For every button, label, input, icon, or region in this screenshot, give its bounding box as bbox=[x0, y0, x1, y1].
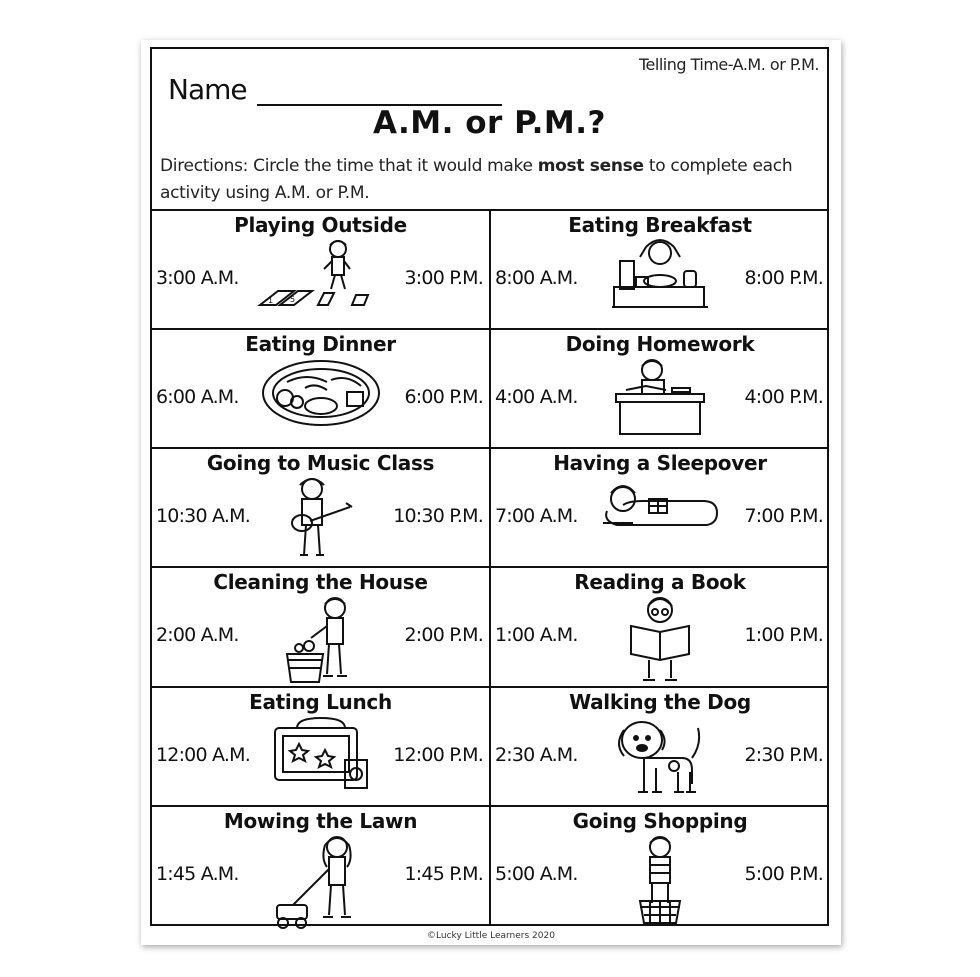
copyright-footer: ©Lucky Little Learners 2020 bbox=[427, 931, 555, 941]
activity-title: Eating Lunch bbox=[249, 689, 392, 714]
dog-icon bbox=[612, 716, 708, 806]
svg-text:1: 1 bbox=[267, 296, 273, 305]
am-time-option[interactable]: 6:00 A.M. bbox=[156, 386, 239, 409]
cleaning-boy-icon bbox=[281, 596, 361, 690]
activity-title: Going to Music Class bbox=[206, 451, 435, 476]
activity-title: Playing Outside bbox=[234, 213, 407, 237]
am-time-option[interactable]: 1:00 A.M. bbox=[495, 624, 578, 647]
directions bbox=[160, 153, 819, 207]
activity-title: Reading a Book bbox=[574, 570, 746, 595]
sleeping-bag-icon bbox=[599, 477, 721, 537]
activity-title: Mowing the Lawn bbox=[223, 808, 418, 833]
name-row bbox=[168, 73, 502, 106]
pm-time-option[interactable]: 8:00 P.M. bbox=[744, 267, 823, 289]
activity-title: Walking the Dog bbox=[569, 689, 751, 714]
worksheet-frame bbox=[150, 47, 829, 926]
activity-cell bbox=[491, 566, 829, 685]
activity-cell bbox=[152, 328, 491, 447]
dinner-plate-icon bbox=[261, 358, 381, 432]
name-label: Name bbox=[168, 73, 247, 106]
worksheet-topic: Telling Time-A.M. or P.M. bbox=[638, 55, 819, 74]
hopscotch-girl-icon bbox=[256, 239, 386, 313]
activity-cell bbox=[152, 209, 491, 328]
directions-emphasis: most sense bbox=[537, 156, 644, 176]
guitar-boy-icon bbox=[286, 477, 356, 573]
am-time-option[interactable]: 5:00 A.M. bbox=[495, 862, 578, 885]
directions-text-2: to complete each activity using A.M. or P.M. bbox=[160, 156, 793, 203]
pm-time-option[interactable]: 2:00 P.M. bbox=[404, 624, 483, 647]
activity-title: Eating Dinner bbox=[245, 332, 396, 357]
activity-cell bbox=[152, 805, 491, 924]
am-time-option[interactable]: 3:00 A.M. bbox=[156, 267, 239, 289]
am-time-option[interactable]: 1:45 A.M. bbox=[156, 862, 239, 885]
activity-title: Cleaning the House bbox=[213, 570, 428, 595]
am-time-option[interactable]: 12:00 A.M. bbox=[156, 743, 250, 766]
page-title: A.M. or P.M.? bbox=[372, 105, 607, 141]
activity-cell bbox=[152, 686, 491, 805]
homework-boy-icon bbox=[612, 358, 708, 442]
am-time-option[interactable]: 7:00 A.M. bbox=[495, 505, 578, 528]
svg-text:5: 5 bbox=[289, 295, 295, 304]
directions-text-1: Directions: Circle the time that it would make bbox=[160, 156, 538, 176]
shopping-boy-icon bbox=[630, 835, 690, 931]
pm-time-option[interactable]: 2:30 P.M. bbox=[744, 743, 823, 766]
lawnmower-girl-icon bbox=[271, 835, 371, 935]
am-time-option[interactable]: 2:00 A.M. bbox=[156, 624, 239, 647]
reading-boy-icon bbox=[625, 596, 695, 690]
activity-cell bbox=[491, 447, 829, 566]
activity-title: Going Shopping bbox=[572, 808, 748, 833]
pm-time-option[interactable]: 7:00 P.M. bbox=[744, 505, 823, 528]
pm-time-option[interactable]: 1:00 P.M. bbox=[744, 624, 823, 647]
pm-time-option[interactable]: 1:45 P.M. bbox=[404, 862, 483, 885]
pm-time-option[interactable]: 10:30 P.M. bbox=[393, 505, 483, 528]
name-field[interactable] bbox=[257, 78, 502, 106]
worksheet-page bbox=[141, 40, 841, 945]
am-time-option[interactable]: 4:00 A.M. bbox=[495, 386, 578, 409]
activity-cell bbox=[491, 209, 829, 328]
activity-title: Having a Sleepover bbox=[553, 451, 767, 476]
activity-title: Doing Homework bbox=[565, 332, 755, 357]
activity-cell bbox=[491, 328, 829, 447]
pm-time-option[interactable]: 6:00 P.M. bbox=[404, 386, 483, 409]
activity-cell bbox=[152, 447, 491, 566]
activity-cell bbox=[491, 805, 829, 924]
am-time-option[interactable]: 8:00 A.M. bbox=[495, 267, 578, 289]
pm-time-option[interactable]: 12:00 P.M. bbox=[393, 743, 483, 766]
breakfast-girl-icon bbox=[612, 239, 708, 317]
am-time-option[interactable]: 10:30 A.M. bbox=[156, 505, 250, 528]
pm-time-option[interactable]: 5:00 P.M. bbox=[744, 862, 823, 885]
activity-cell bbox=[152, 566, 491, 685]
pm-time-option[interactable]: 4:00 P.M. bbox=[744, 386, 823, 409]
activity-grid bbox=[152, 209, 827, 924]
activity-cell bbox=[491, 686, 829, 805]
activity-title: Eating Breakfast bbox=[568, 213, 752, 237]
pm-time-option[interactable]: 3:00 P.M. bbox=[404, 267, 483, 289]
am-time-option[interactable]: 2:30 A.M. bbox=[495, 743, 578, 766]
lunchbox-icon bbox=[271, 716, 371, 794]
